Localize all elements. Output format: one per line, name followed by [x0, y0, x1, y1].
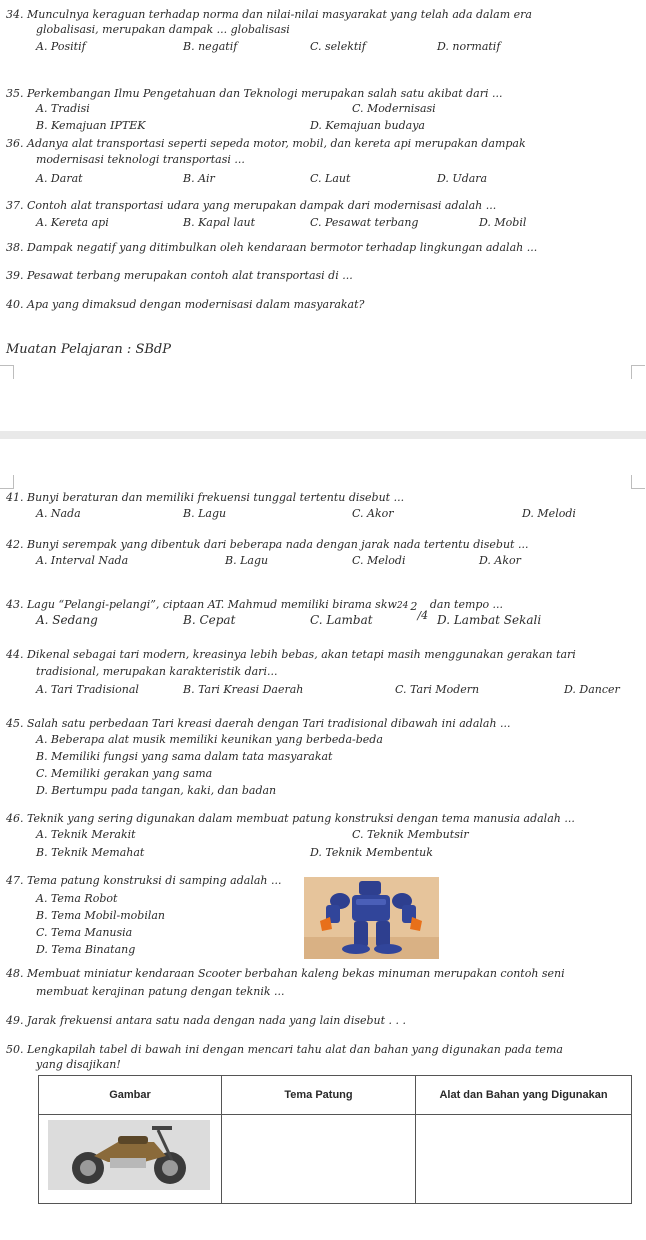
- page-corner-br: [631, 365, 645, 379]
- q44-option-d[interactable]: D. Dancer: [564, 683, 620, 696]
- table-header-tema: Tema Patung: [222, 1076, 416, 1115]
- answer-table: [38, 1075, 632, 1204]
- q42-option-b[interactable]: B. Lagu: [225, 554, 269, 567]
- q45-option-d[interactable]: D. Bertumpu pada tangan, kaki, dan badan: [36, 784, 277, 797]
- q37-option-b[interactable]: B. Kapal laut: [183, 216, 256, 229]
- q48-text-cont: membuat kerajinan patung dengan teknik ...: [36, 985, 285, 998]
- q44-text: 44. Dikenal sebagai tari modern, kreasinya lebih bebas, akan tetapi masih menggunakan gerakan tari: [6, 648, 576, 661]
- q37-option-a[interactable]: A. Kereta api: [36, 216, 109, 229]
- q41-option-c[interactable]: C. Akor: [352, 507, 394, 520]
- q46-option-c[interactable]: C. Teknik Membutsir: [352, 828, 469, 841]
- q43-option-d[interactable]: D. Lambat Sekali: [437, 613, 542, 627]
- q47-option-b[interactable]: B. Tema Mobil-mobilan: [36, 909, 166, 922]
- q35-option-c[interactable]: C. Modernisasi: [352, 102, 436, 115]
- q36-option-a[interactable]: A. Darat: [36, 172, 83, 185]
- q47-option-c[interactable]: C. Tema Manusia: [36, 926, 133, 939]
- table-cell-tema[interactable]: [222, 1115, 416, 1204]
- q41-option-b[interactable]: B. Lagu: [183, 507, 227, 520]
- q35-option-a[interactable]: A. Tradisi: [36, 102, 90, 115]
- q36-text-cont: modernisasi teknologi transportasi ...: [36, 153, 245, 166]
- page-gap: [0, 431, 646, 439]
- q49-text: 49. Jarak frekuensi antara satu nada dengan nada yang lain disebut . . .: [6, 1014, 407, 1027]
- q36-option-c[interactable]: C. Laut: [310, 172, 351, 185]
- q36-option-d[interactable]: D. Udara: [437, 172, 488, 185]
- q44-option-b[interactable]: B. Tari Kreasi Daerah: [183, 683, 304, 696]
- q46-option-a[interactable]: A. Teknik Merakit: [36, 828, 136, 841]
- q36-option-b[interactable]: B. Air: [183, 172, 215, 185]
- q35-option-d[interactable]: D. Kemajuan budaya: [310, 119, 425, 132]
- q44-option-c[interactable]: C. Tari Modern: [395, 683, 480, 696]
- motorcycle-sculpture-image: [48, 1120, 210, 1190]
- q46-text: 46. Teknik yang sering digunakan dalam membuat patung konstruksi dengan tema manusia adalah ...: [6, 812, 575, 825]
- q34-option-d[interactable]: D. normatif: [437, 40, 501, 53]
- robot-sculpture-image: [304, 877, 439, 959]
- q34-option-b[interactable]: B. negatif: [183, 40, 238, 53]
- q37-option-d[interactable]: D. Mobil: [479, 216, 527, 229]
- page-corner-tl: [0, 475, 14, 489]
- q37-option-c[interactable]: C. Pesawat terbang: [310, 216, 419, 229]
- page-corner-bl: [0, 365, 14, 379]
- section-title: Muatan Pelajaran : SBdP: [6, 342, 171, 357]
- q46-option-d[interactable]: D. Teknik Membentuk: [310, 846, 433, 859]
- q44-text-cont: tradisional, merupakan karakteristik dari...: [36, 665, 278, 678]
- q45-option-a[interactable]: A. Beberapa alat musik memiliki keunikan yang berbeda-beda: [36, 733, 383, 746]
- table-cell-alat-bahan[interactable]: [416, 1115, 632, 1204]
- q36-text: 36. Adanya alat transportasi seperti sepeda motor, mobil, dan kereta api merupakan dampak: [6, 137, 526, 150]
- q48-text: 48. Membuat miniatur kendaraan Scooter berbahan kaleng bekas minuman merupakan contoh seni: [6, 967, 565, 980]
- q41-text: 41. Bunyi beraturan dan memiliki frekuensi tunggal tertentu disebut ...: [6, 491, 405, 504]
- q50-text-cont: yang disajikan!: [36, 1058, 121, 1071]
- q42-text: 42. Bunyi serempak yang dibentuk dari beberapa nada dengan jarak nada tertentu disebut ...: [6, 538, 529, 551]
- q37-text: 37. Contoh alat transportasi udara yang merupakan dampak dari modernisasi adalah ...: [6, 199, 497, 212]
- q47-option-d[interactable]: D. Tema Binatang: [36, 943, 136, 956]
- q35-option-b[interactable]: B. Kemajuan IPTEK: [36, 119, 146, 132]
- q40-text: 40. Apa yang dimaksud dengan modernisasi dalam masyarakat?: [6, 298, 365, 311]
- q41-option-d[interactable]: D. Melodi: [522, 507, 576, 520]
- q47-option-a[interactable]: A. Tema Robot: [36, 892, 118, 905]
- q41-option-a[interactable]: A. Nada: [36, 507, 81, 520]
- q47-text: 47. Tema patung konstruksi di samping adalah ...: [6, 874, 282, 887]
- q43-option-a[interactable]: A. Sedang: [36, 613, 98, 627]
- q34-option-c[interactable]: C. selektif: [310, 40, 366, 53]
- table-header-alat-bahan: Alat dan Bahan yang Digunakan: [416, 1076, 632, 1115]
- q50-text: 50. Lengkapilah tabel di bawah ini dengan mencari tahu alat dan bahan yang digunakan pada tema: [6, 1043, 563, 1056]
- q43-text: 43. Lagu “Pelangi-pelangi”, ciptaan AT. Mahmud memiliki birama skw24 2 /4 dan tempo ...: [6, 598, 504, 622]
- q42-option-a[interactable]: A. Interval Nada: [36, 554, 129, 567]
- table-header-gambar: Gambar: [39, 1076, 222, 1115]
- table-cell-image: [39, 1115, 222, 1204]
- q38-text: 38. Dampak negatif yang ditimbulkan oleh kendaraan bermotor terhadap lingkungan adalah ...: [6, 241, 538, 254]
- q34-option-a[interactable]: A. Positif: [36, 40, 86, 53]
- q43-option-c[interactable]: C. Lambat: [310, 613, 373, 627]
- q46-option-b[interactable]: B. Teknik Memahat: [36, 846, 145, 859]
- q42-option-c[interactable]: C. Melodi: [352, 554, 406, 567]
- q34-text-cont: globalisasi, merupakan dampak ... globalisasi: [36, 23, 290, 36]
- q43-option-b[interactable]: B. Cepat: [183, 613, 236, 627]
- page-corner-tr: [631, 475, 645, 489]
- q45-option-b[interactable]: B. Memiliki fungsi yang sama dalam tata masyarakat: [36, 750, 333, 763]
- q45-text: 45. Salah satu perbedaan Tari kreasi daerah dengan Tari tradisional dibawah ini adalah ...: [6, 717, 511, 730]
- q39-text: 39. Pesawat terbang merupakan contoh alat transportasi di ...: [6, 269, 353, 282]
- q34-text: 34. Munculnya keraguan terhadap norma dan nilai-nilai masyarakat yang telah ada dalam era: [6, 8, 532, 21]
- q35-text: 35. Perkembangan Ilmu Pengetahuan dan Teknologi merupakan salah satu akibat dari ...: [6, 87, 503, 100]
- q42-option-d[interactable]: D. Akor: [479, 554, 521, 567]
- q45-option-c[interactable]: C. Memiliki gerakan yang sama: [36, 767, 213, 780]
- q44-option-a[interactable]: A. Tari Tradisional: [36, 683, 139, 696]
